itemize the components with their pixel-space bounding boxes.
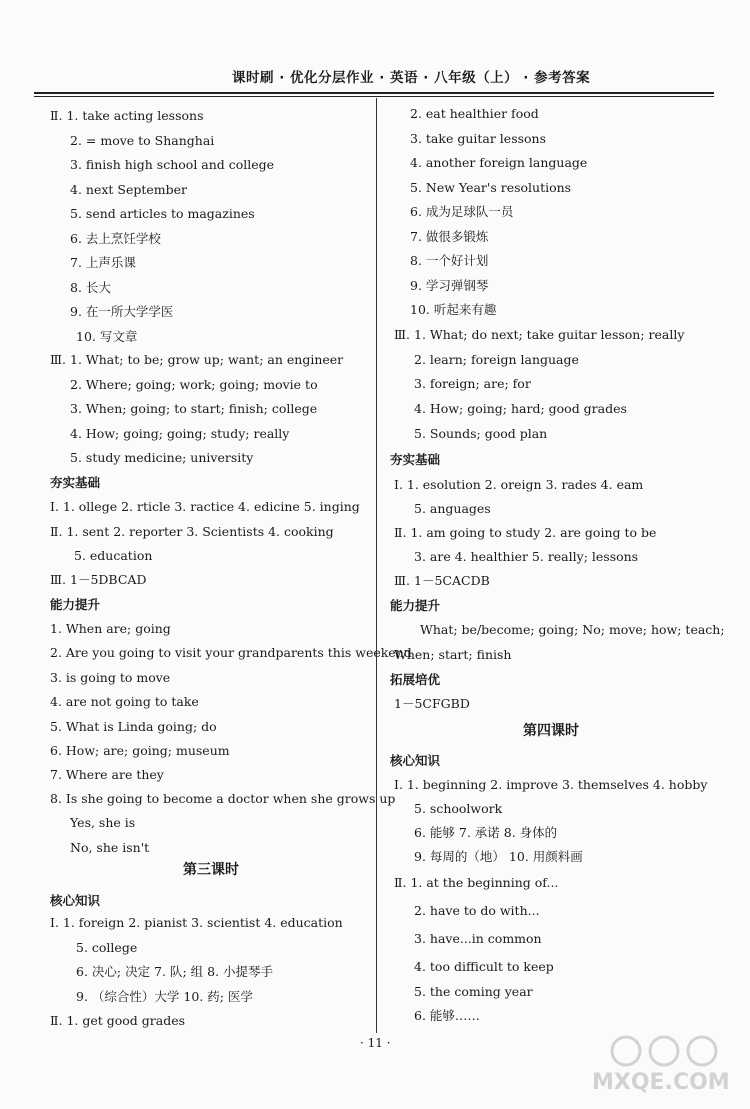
answer-line: 4. How; going; hard; good grades [414, 401, 627, 416]
answer-line: Ⅰ. 1. beginning 2. improve 3. themselves 4. hobby [394, 777, 708, 792]
page-number: · 11 · [360, 1036, 391, 1050]
answer-line: Ⅱ. 1. sent 2. reporter 3. Scientists 4. cooking [50, 524, 334, 539]
answer-line: 5. What is Linda going; do [50, 719, 217, 734]
answer-line: 5. college [76, 940, 138, 955]
answer-line: 9. 在一所大学学医 [70, 304, 174, 319]
answer-line: Ⅰ. 1. foreign 2. pianist 3. scientist 4. education [50, 915, 343, 930]
answer-line: 4. next September [70, 182, 188, 197]
answer-line: Ⅱ. 1. at the beginning of... [394, 875, 559, 890]
column-divider [376, 98, 377, 1033]
answer-line: 6. 去上烹饪学校 [70, 231, 161, 246]
answer-line: 2. Where; going; work; going; movie to [70, 377, 318, 392]
answer-line: 3. take guitar lessons [410, 131, 547, 146]
answer-line: 5. the coming year [414, 984, 533, 999]
answer-line: 5. education [74, 548, 153, 563]
answer-line: 2. have to do with... [414, 903, 540, 918]
section-heading: 夯实基础 [390, 452, 441, 467]
header-title: 课时刷 · 优化分层作业 · 英语 · 八年级（上） · 参考答案 [232, 70, 591, 86]
svg-text:MXQE.COM: MXQE.COM [592, 1070, 730, 1095]
answer-line: 7. 上声乐课 [70, 255, 136, 270]
lesson-heading: 第四课时 [523, 723, 579, 739]
answer-line: What; be/become; going; No; move; how; teach; [420, 622, 725, 637]
answer-line: 5. Sounds; good plan [414, 426, 548, 441]
answer-line: 5. study medicine; university [70, 450, 254, 465]
answer-line: 2. Are you going to visit your grandparents this weekend [50, 645, 412, 660]
answer-line: 1. When are; going [50, 621, 171, 636]
section-heading: 核心知识 [50, 893, 101, 908]
answer-line: 6. 能够…… [414, 1008, 480, 1023]
answer-line: 5. anguages [414, 501, 491, 516]
section-heading: 能力提升 [50, 597, 101, 612]
answer-line: 9. 学习弹钢琴 [410, 278, 489, 293]
answer-line: 4. How; going; going; study; really [70, 426, 290, 441]
answer-line: 8. 一个好计划 [410, 253, 489, 268]
lesson-heading: 第三课时 [183, 862, 239, 878]
answer-line: 3. finish high school and college [70, 157, 275, 172]
answer-line: 8. 长大 [70, 280, 111, 295]
answer-line: 3. is going to move [50, 670, 171, 685]
answer-line: Ⅱ. 1. get good grades [50, 1013, 186, 1028]
header-rule [34, 92, 714, 94]
answer-line: 5. schoolwork [414, 801, 503, 816]
answer-line: Ⅲ. 1. What; do next; take guitar lesson; really [394, 327, 685, 342]
answer-line: 3. have...in common [414, 931, 542, 946]
answer-line: 5. New Year's resolutions [410, 180, 572, 195]
answer-line: 9. 每周的（地） 10. 用颜料画 [414, 849, 583, 864]
answer-line: 5. send articles to magazines [70, 206, 255, 221]
answer-line: 7. Where are they [50, 767, 164, 782]
answer-line: Ⅲ. 1－5CACDB [394, 573, 490, 588]
answer-line: 4. another foreign language [410, 155, 588, 170]
answer-line: Ⅲ. 1. What; to be; grow up; want; an engineer [50, 352, 344, 367]
section-heading: 拓展培优 [390, 672, 441, 687]
answer-line: No, she isn't [70, 840, 150, 855]
answer-line: Ⅲ. 1－5DBCAD [50, 572, 147, 587]
header-rule-thin [34, 96, 714, 97]
answer-line: Ⅰ. 1. esolution 2. oreign 3. rades 4. eam [394, 477, 644, 492]
answer-line: 1－5CFGBD [394, 696, 470, 711]
page-header [0, 62, 750, 86]
answer-line: 3. foreign; are; for [414, 376, 531, 391]
answer-line: 6. How; are; going; museum [50, 743, 230, 758]
answer-line: 3. are 4. healthier 5. really; lessons [414, 549, 639, 564]
answer-line: Ⅰ. 1. ollege 2. rticle 3. ractice 4. edicine 5. inging [50, 499, 360, 514]
answer-line: 2. = move to Shanghai [70, 133, 215, 148]
section-heading: 核心知识 [390, 753, 441, 768]
section-heading: 能力提升 [390, 598, 441, 613]
answer-line: 4. too difficult to keep [414, 959, 554, 974]
answer-line: 8. Is she going to become a doctor when she grows up [50, 791, 396, 806]
answer-line: 2. eat healthier food [410, 106, 539, 121]
answer-line: 10. 写文章 [76, 329, 138, 344]
answer-line: 6. 能够 7. 承诺 8. 身体的 [414, 825, 558, 840]
section-heading: 夯实基础 [50, 475, 101, 490]
answer-line: 6. 决心; 决定 7. 队; 组 8. 小提琴手 [76, 964, 274, 979]
answer-line: Ⅱ. 1. am going to study 2. are going to be [394, 525, 657, 540]
answer-line: When; start; finish [394, 647, 512, 662]
answer-line: 4. are not going to take [50, 694, 199, 709]
watermark-icon [586, 1029, 736, 1099]
watermark-logo [586, 1029, 736, 1099]
answer-line: 9. （综合性）大学 10. 药; 医学 [76, 989, 253, 1004]
answer-line: 3. When; going; to start; finish; college [70, 401, 318, 416]
answer-line: Yes, she is [70, 815, 136, 830]
answer-line: 7. 做很多锻炼 [410, 229, 489, 244]
answer-line: 10. 听起来有趣 [410, 302, 497, 317]
answer-line: Ⅱ. 1. take acting lessons [50, 108, 204, 123]
answer-line: 6. 成为足球队一员 [410, 204, 514, 219]
answer-line: 2. learn; foreign language [414, 352, 579, 367]
